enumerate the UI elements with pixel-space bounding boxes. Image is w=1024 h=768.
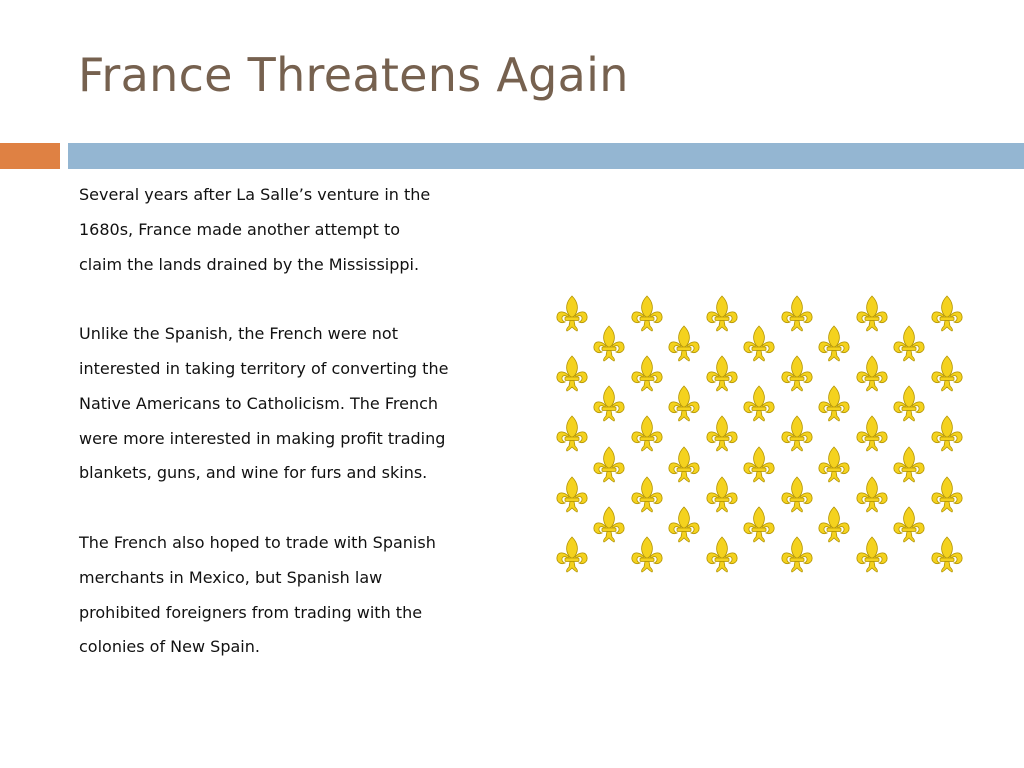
- fleur-de-lis-icon: [744, 507, 774, 542]
- fleur-de-lis-icon: [894, 326, 924, 361]
- slide-title: France Threatens Again: [78, 48, 629, 102]
- fleur-de-lis-icon: [707, 416, 737, 451]
- fleur-de-lis-icon: [707, 296, 737, 331]
- fleur-de-lis-icon: [594, 386, 624, 421]
- fleur-de-lis-icon: [632, 296, 662, 331]
- fleur-de-lis-icon: [932, 416, 962, 451]
- fleur-de-lis-icon: [782, 356, 812, 391]
- fleur-de-lis-icon: [932, 477, 962, 512]
- fleur-de-lis-icon: [857, 537, 887, 572]
- paragraph: Unlike the Spanish, the French were not interested in taking territory of converting the Native Americans to Catholicism. The French were more interested in making profit trading blankets, guns, and wine for furs and skins.: [79, 324, 449, 483]
- fleur-de-lis-icon: [857, 356, 887, 391]
- fleur-de-lis-icon: [819, 386, 849, 421]
- fleur-de-lis-icon: [632, 477, 662, 512]
- fleur-de-lis-icon: [744, 447, 774, 482]
- fleur-de-lis-icon: [557, 477, 587, 512]
- paragraph: Several years after La Salle’s venture in the 1680s, France made another attempt to claim the lands drained by the Mississippi.: [79, 185, 431, 274]
- paragraph: The French also hoped to trade with Spanish merchants in Mexico, but Spanish law prohibited foreigners from trading with the colonies of New Spain.: [79, 532, 436, 657]
- title-accent-bar: [0, 143, 60, 169]
- title-divider-bar: [68, 143, 1024, 169]
- fleur-de-lis-icon: [782, 537, 812, 572]
- fleur-de-lis-icon: [594, 507, 624, 542]
- fleur-de-lis-icon: [744, 326, 774, 361]
- fleur-de-lis-icon: [857, 296, 887, 331]
- fleur-de-lis-icon: [932, 537, 962, 572]
- body-text: [79, 178, 509, 665]
- fleur-de-lis-icon: [819, 326, 849, 361]
- fleur-de-lis-icon: [707, 537, 737, 572]
- fleur-de-lis-icon: [744, 386, 774, 421]
- fleur-de-lis-icon: [782, 416, 812, 451]
- fleur-de-lis-icon: [932, 356, 962, 391]
- fleur-de-lis-icon: [632, 537, 662, 572]
- fleur-de-lis-icon: [894, 507, 924, 542]
- fleur-de-lis-icon: [669, 386, 699, 421]
- fleur-de-lis-icon: [894, 386, 924, 421]
- fleur-de-lis-icon: [707, 356, 737, 391]
- fleur-de-lis-icon: [669, 326, 699, 361]
- fleur-de-lis-icon: [669, 507, 699, 542]
- fleur-de-lis-icon: [932, 296, 962, 331]
- fleur-de-lis-icon: [557, 416, 587, 451]
- fleur-de-lis-icon: [632, 356, 662, 391]
- fleur-de-lis-icon: [782, 296, 812, 331]
- fleur-de-lis-icon: [557, 296, 587, 331]
- fleur-de-lis-icon: [557, 537, 587, 572]
- fleur-de-lis-icon: [894, 447, 924, 482]
- fleur-de-lis-icon: [557, 356, 587, 391]
- fleur-de-lis-icon: [819, 507, 849, 542]
- fleur-de-lis-icon: [594, 326, 624, 361]
- fleur-de-lis-icon: [632, 416, 662, 451]
- fleur-de-lis-icon: [707, 477, 737, 512]
- fleur-de-lis-flag-image: [552, 292, 972, 578]
- fleur-de-lis-icon: [782, 477, 812, 512]
- fleur-de-lis-icon: [857, 416, 887, 451]
- fleur-de-lis-icon: [819, 447, 849, 482]
- fleur-de-lis-icon: [669, 447, 699, 482]
- fleur-de-lis-icon: [857, 477, 887, 512]
- fleur-de-lis-icon: [594, 447, 624, 482]
